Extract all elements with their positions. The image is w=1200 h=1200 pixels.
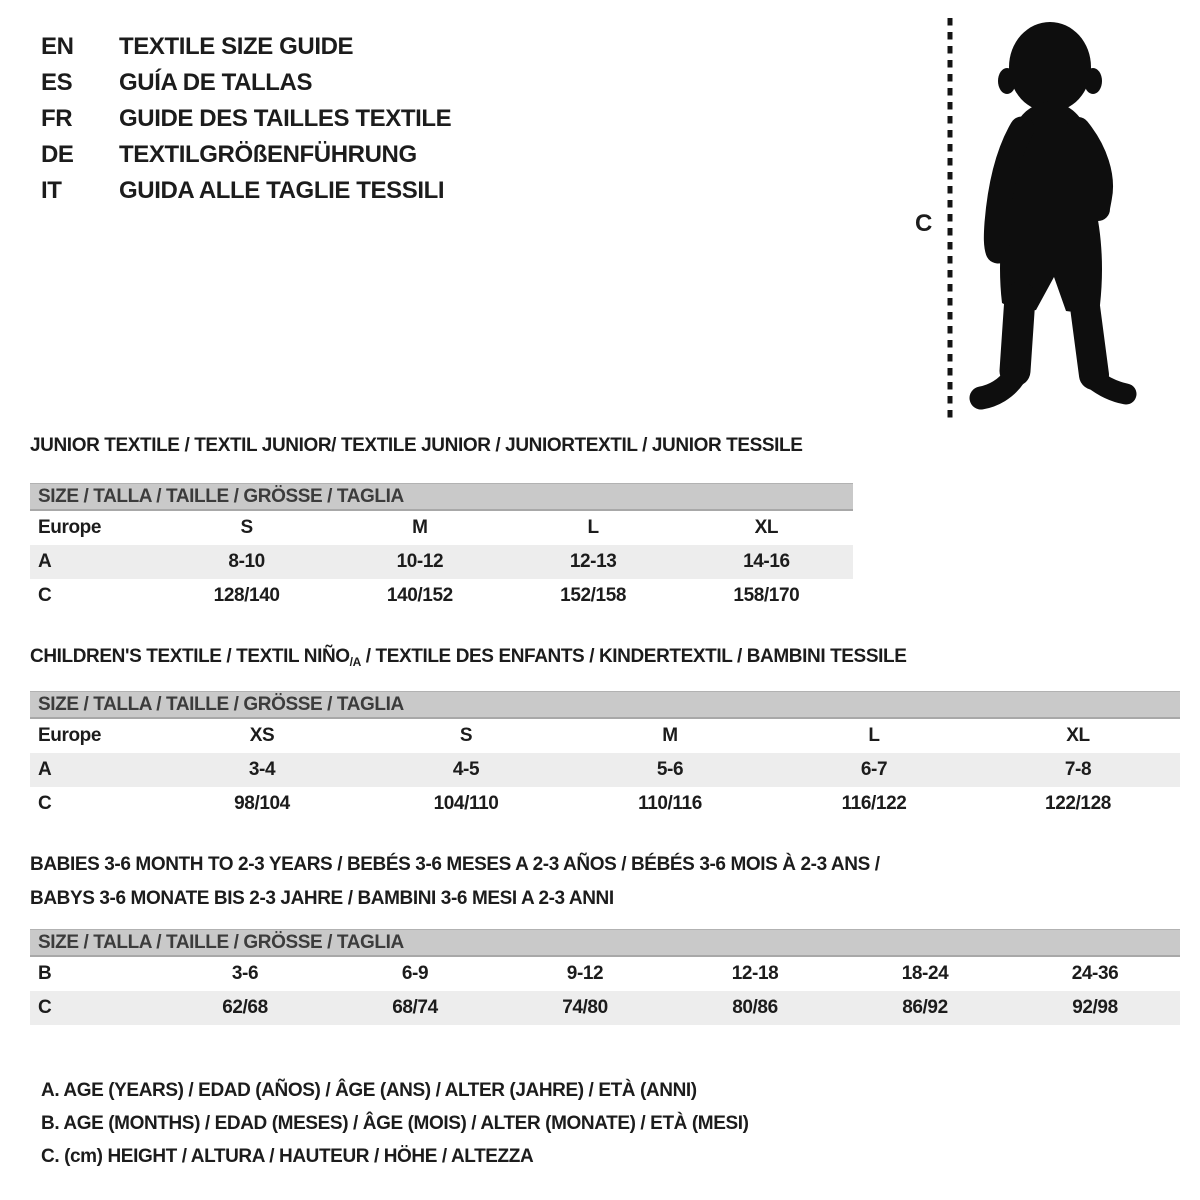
legend-line-a: A. AGE (YEARS) / EDAD (AÑOS) / ÂGE (ANS) / ALTER (JAHRE) / ETÀ (ANNI) <box>41 1079 697 1101</box>
babies-title-line2: BABYS 3-6 MONATE BIS 2-3 JAHRE / BAMBINI 3-6 MESI A 2-3 ANNI <box>30 888 614 909</box>
table-cell: 6-7 <box>860 759 888 780</box>
language-row-en <box>41 29 451 65</box>
table-cell: M <box>412 517 428 538</box>
row-label: C <box>38 585 52 606</box>
table-cell: XL <box>1066 725 1090 746</box>
table-row <box>30 957 1180 991</box>
table-cell: 62/68 <box>222 997 268 1018</box>
table-row <box>30 545 853 579</box>
children-section-title <box>30 646 906 669</box>
size-header-bar: SIZE / TALLA / TAILLE / GRÖSSE / TAGLIA <box>30 929 1180 957</box>
language-title: TEXTILE SIZE GUIDE <box>119 33 354 60</box>
table-row <box>30 719 1180 753</box>
table-cell: 104/110 <box>433 793 499 814</box>
table-row <box>30 579 853 613</box>
table-cell: 6-9 <box>401 963 429 984</box>
table-cell: 110/116 <box>638 793 702 814</box>
row-label: C <box>38 793 52 814</box>
junior-section-title: JUNIOR TEXTILE / TEXTIL JUNIOR/ TEXTILE JUNIOR / JUNIORTEXTIL / JUNIOR TESSILE <box>30 435 803 456</box>
children-title-part: CHILDREN'S TEXTILE / TEXTIL NIÑO <box>30 646 350 667</box>
table-cell: 3-6 <box>231 963 259 984</box>
row-label: B <box>38 963 52 984</box>
table-cell: 3-4 <box>248 759 276 780</box>
row-label: Europe <box>38 517 102 538</box>
table-cell: XL <box>754 517 779 538</box>
table-cell: 122/128 <box>1045 793 1111 814</box>
table-cell: 98/104 <box>234 793 290 814</box>
table-cell: 18-24 <box>901 963 949 984</box>
toddler-silhouette-icon <box>962 14 1147 416</box>
table-cell: 86/92 <box>902 997 948 1018</box>
table-cell: L <box>868 725 880 746</box>
children-title-part: / TEXTILE DES ENFANTS / KINDERTEXTIL / BAMBINI TESSILE <box>360 646 907 667</box>
table-row <box>30 753 1180 787</box>
babies-size-table <box>30 929 1180 1025</box>
row-label: Europe <box>38 725 102 746</box>
table-row <box>30 991 1180 1025</box>
legend-line-c: C. (cm) HEIGHT / ALTURA / HAUTEUR / HÖHE / ALTEZZA <box>41 1145 534 1167</box>
language-title: GUÍA DE TALLAS <box>119 69 313 96</box>
children-size-table <box>30 691 1180 821</box>
language-row-es <box>41 65 451 101</box>
table-cell: S <box>240 517 253 538</box>
measure-legend <box>41 1074 749 1173</box>
language-list <box>41 29 451 209</box>
table-cell: S <box>459 725 473 746</box>
table-cell: 4-5 <box>452 759 480 780</box>
children-title-subscript: /A <box>349 655 361 669</box>
row-label: C <box>38 997 52 1018</box>
height-measure-label: C <box>915 210 933 237</box>
table-cell: 10-12 <box>396 551 444 572</box>
height-figure <box>905 10 1185 430</box>
row-label: A <box>38 551 52 572</box>
table-cell: 92/98 <box>1072 997 1118 1018</box>
language-title: GUIDA ALLE TAGLIE TESSILI <box>119 177 445 204</box>
junior-size-table <box>30 483 853 613</box>
table-cell: 5-6 <box>656 759 684 780</box>
table-row <box>30 787 1180 821</box>
table-cell: 9-12 <box>566 963 604 984</box>
height-dashed-line-icon <box>947 16 953 420</box>
size-header-bar: SIZE / TALLA / TAILLE / GRÖSSE / TAGLIA <box>30 483 853 511</box>
table-cell: 140/152 <box>386 585 453 606</box>
table-cell: 24-36 <box>1071 963 1119 984</box>
row-label: A <box>38 759 52 780</box>
table-cell: M <box>662 725 678 746</box>
language-code: IT <box>41 177 62 204</box>
language-code: FR <box>41 105 73 132</box>
legend-line-b: B. AGE (MONTHS) / EDAD (MESES) / ÂGE (MOIS) / ALTER (MONATE) / ETÀ (MESI) <box>41 1112 749 1134</box>
table-cell: L <box>587 517 599 538</box>
table-cell: 12-18 <box>731 963 779 984</box>
table-cell: 152/158 <box>560 585 627 606</box>
table-cell: 7-8 <box>1064 759 1092 780</box>
table-cell: 80/86 <box>732 997 778 1018</box>
babies-section-title <box>30 848 880 916</box>
language-row-it <box>41 173 451 209</box>
table-cell: 8-10 <box>228 551 265 572</box>
language-row-fr <box>41 101 451 137</box>
size-header-bar: SIZE / TALLA / TAILLE / GRÖSSE / TAGLIA <box>30 691 1180 719</box>
table-cell: 116/122 <box>841 793 907 814</box>
language-title: TEXTILGRÖßENFÜHRUNG <box>119 141 417 168</box>
language-code: EN <box>41 33 74 60</box>
table-cell: 68/74 <box>392 997 438 1018</box>
table-row <box>30 511 853 545</box>
table-cell: XS <box>249 725 275 746</box>
table-cell: 158/170 <box>733 585 800 606</box>
language-code: ES <box>41 69 73 96</box>
table-cell: 14-16 <box>743 551 790 572</box>
table-cell: 74/80 <box>562 997 608 1018</box>
table-cell: 12-13 <box>569 551 617 572</box>
language-title: GUIDE DES TAILLES TEXTILE <box>119 105 452 132</box>
table-cell: 128/140 <box>213 585 280 606</box>
babies-title-line1: BABIES 3-6 MONTH TO 2-3 YEARS / BEBÉS 3-6 MESES A 2-3 AÑOS / BÉBÉS 3-6 MOIS À 2-3 ANS / <box>30 854 880 875</box>
language-code: DE <box>41 141 74 168</box>
language-row-de <box>41 137 451 173</box>
